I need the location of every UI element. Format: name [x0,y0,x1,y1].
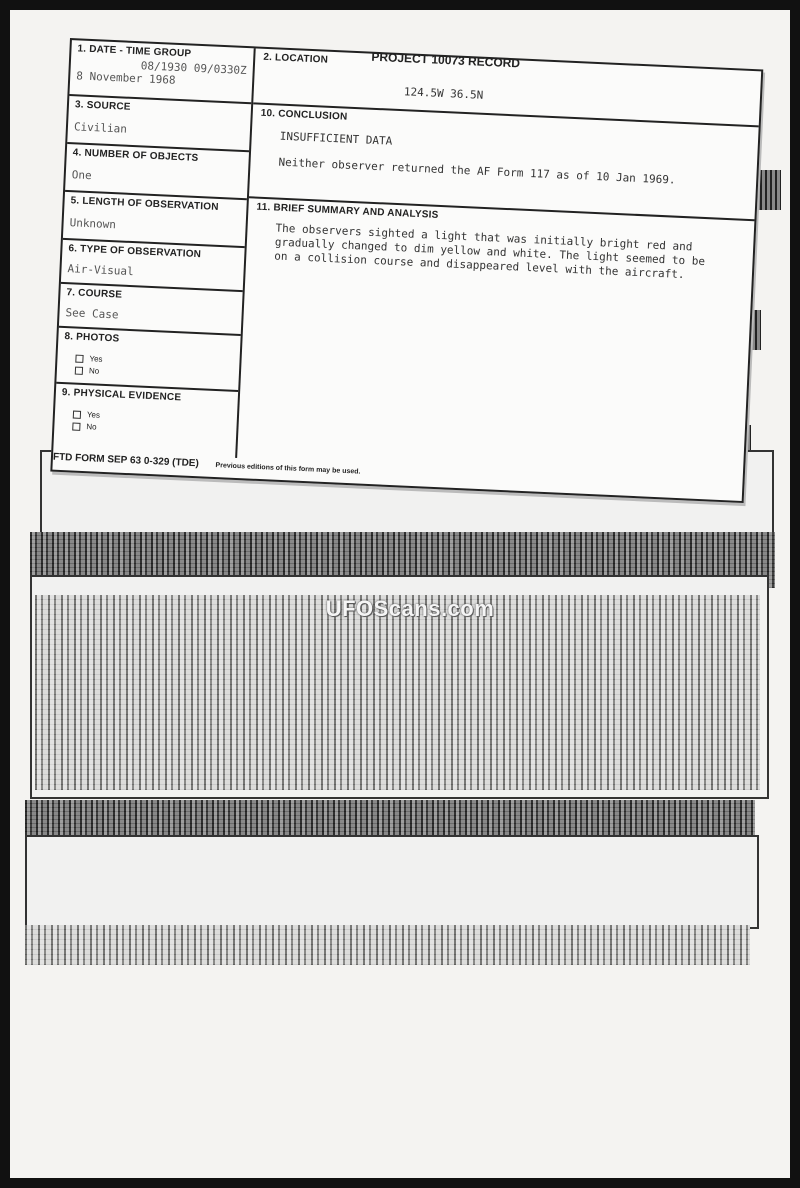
date-value: 8 November 1968 [75,69,176,87]
scanned-page [10,10,790,1178]
objects-label: 4. NUMBER OF OBJECTS [72,147,199,164]
scan-noise-block [35,595,760,790]
length-label: 5. LENGTH OF OBSERVATION [70,195,219,213]
type-value: Air-Visual [67,262,134,279]
objects-value: One [71,168,92,183]
scan-noise-band [25,925,750,965]
checkbox-icon [75,354,83,362]
type-label: 6. TYPE OF OBSERVATION [68,243,202,261]
right-column [237,48,761,481]
scan-noise-band [25,800,755,840]
conclusion-note: Neither observer returned the AF Form 117 as of 10 Jan 1969. [278,155,676,187]
photos-yes-label: Yes [89,354,103,364]
photos-cell [56,328,240,392]
photos-label: 8. PHOTOS [64,331,120,345]
photos-no-label: No [88,366,100,376]
source-label: 3. SOURCE [74,99,131,113]
card-strip [25,835,759,929]
course-label: 7. COURSE [66,287,123,301]
form-note: Previous editions of this form may be used. [215,462,361,476]
date-label: 1. DATE - TIME GROUP [77,43,192,60]
conclusion-label: 10. CONCLUSION [260,107,348,123]
course-value: See Case [65,306,119,322]
date-cell [69,40,253,104]
form-title: PROJECT 10073 RECORD [371,49,521,71]
card-edge-mark [755,170,781,210]
form-id: FTD FORM SEP 63 0-329 (TDE) [52,451,200,470]
length-value: Unknown [69,216,117,232]
summary-cell [237,198,754,481]
source-cell [67,96,251,152]
length-cell [63,192,247,248]
record-card [50,38,763,503]
location-label: 2. LOCATION [263,51,329,66]
source-value: Civilian [73,120,128,136]
evidence-no-label: No [86,422,97,432]
checkbox-icon [73,410,81,418]
evidence-yes-label: Yes [86,410,101,420]
objects-cell [65,144,249,200]
conclusion-value: INSUFFICIENT DATA [279,129,393,148]
checkbox-icon [72,422,80,430]
date-time-value: 08/1930 09/0330Z [140,59,248,78]
checkbox-icon [75,366,83,374]
watermark-text: UFOScans.com [325,596,495,621]
summary-label: 11. BRIEF SUMMARY AND ANALYSIS [256,201,439,221]
evidence-label: 9. PHYSICAL EVIDENCE [61,387,182,404]
location-value: 124.5W 36.5N [403,85,484,102]
left-column [53,40,255,458]
evidence-cell [53,384,238,458]
summary-text: The observers sighted a light that was initially bright red and gradually changed to dim yellow and white. The light seemed to be on a collision course and disappeared level with the aircraft. [274,221,706,282]
